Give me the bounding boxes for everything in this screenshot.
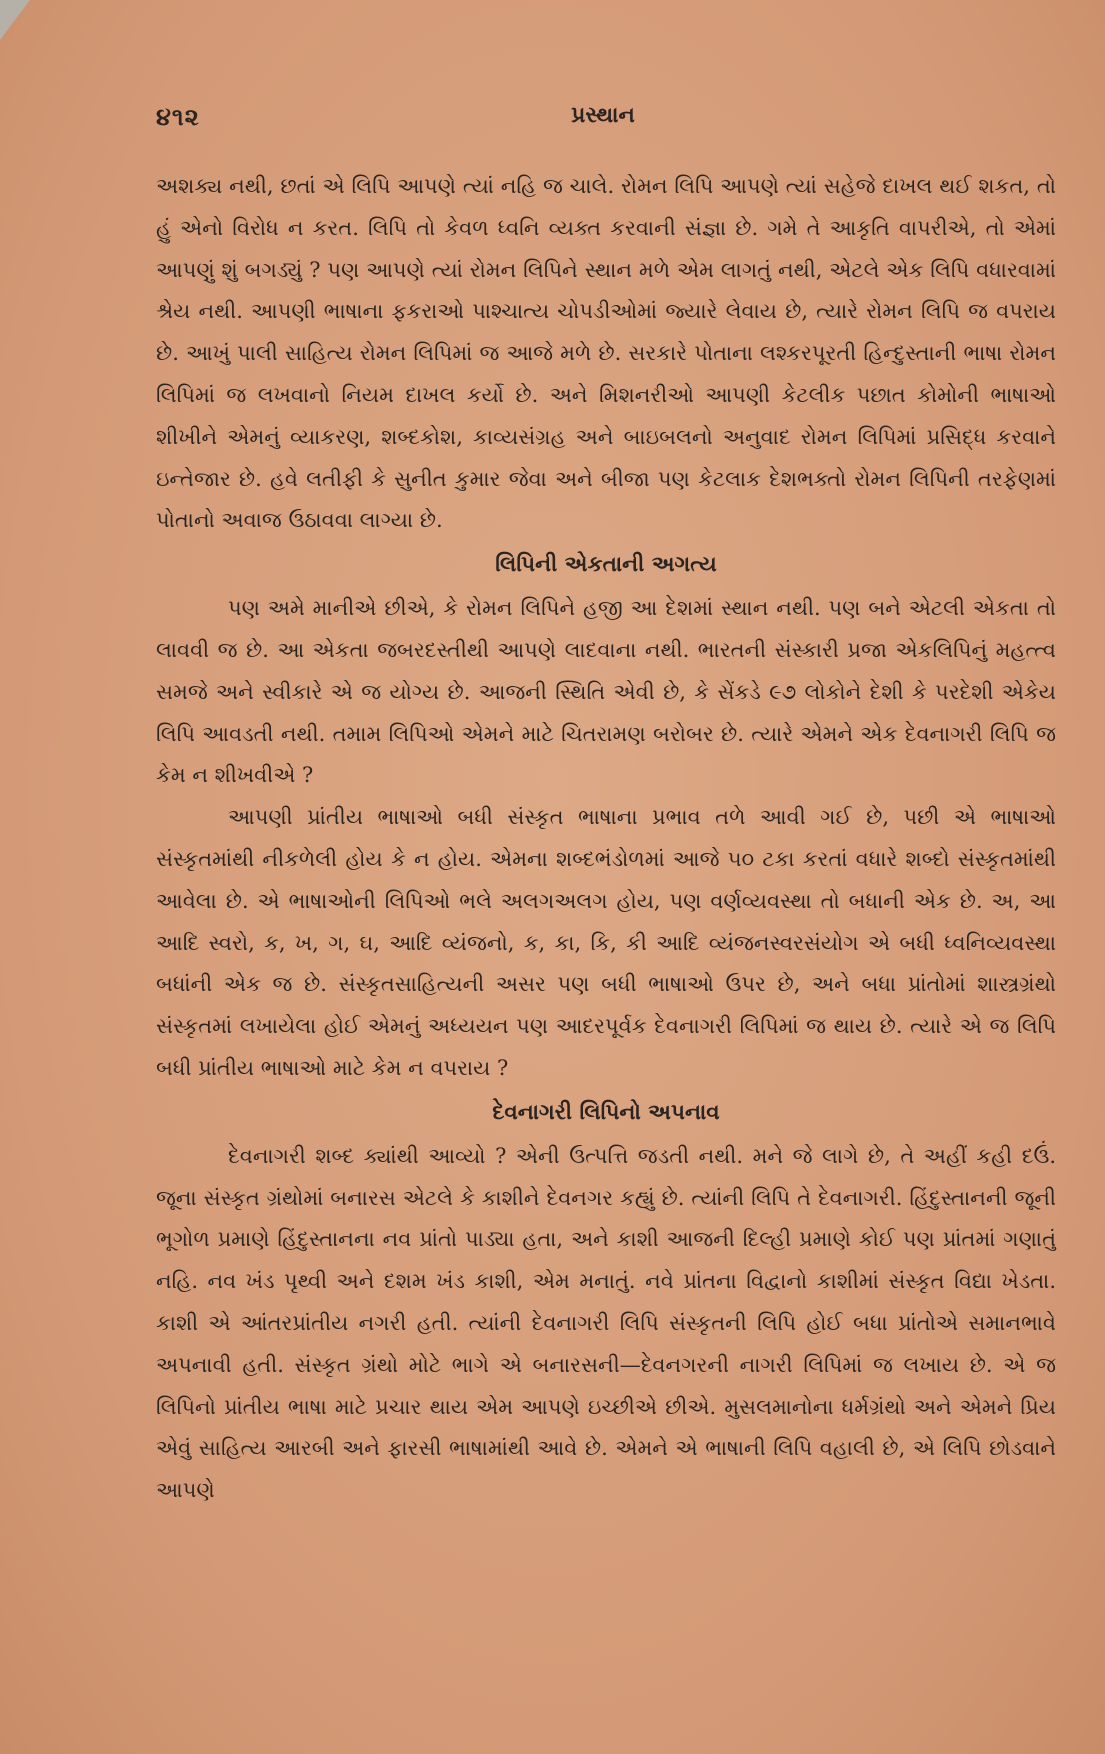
section-heading-2: દેવનાગરી લિપિનો અપનાવ xyxy=(492,1099,720,1125)
paragraph-3: આપણી પ્રાંતીય ભાષાઓ બધી સંસ્કૃત ભાષાના પ્રભાવ તળે આવી ગઈ છે, પછી એ ભાષાઓ સંસ્કૃતમાંથી નીકળેલી હોય કે ન હોય. એમના શબ્દભંડોળમાં આજે ૫૦ ટકા કરતાં વધારે શબ્દો સંસ્કૃતમાંથી આવેલા છે. એ ભાષાઓની લિપિઓ ભલે અલગઅલગ હોય, પણ વર્ણવ્યવસ્થા તો બધાની એક છે. અ, આ આદિ સ્વરો, ક, ખ, ગ, ઘ, આદિ વ્યંજનો, ક, કા, કિ, કી આદિ વ્યંજનસ્વરસંયોગ એ બધી ધ્વનિવ્યવસ્થા બધાંની એક જ છે. સંસ્કૃતસાહિત્યની અસર પણ બધી ભાષાઓ ઉપર છે, અને બધા પ્રાંતોમાં શાસ્ત્રગ્રંથો સંસ્કૃતમાં લખાયેલા હોઈ એમનું અધ્યયન પણ આદરપૂર્વક દેવનાગરી લિપિમાં જ થાય છે. ત્યારે એ જ લિપિ બધી પ્રાંતીય ભાષાઓ માટે કેમ ન વપરાય ? xyxy=(156,805,1056,1080)
page-body xyxy=(156,166,1056,1512)
paragraph-1: અશક્ય નથી, છતાં એ લિપિ આપણે ત્યાં નહિ જ ચાલે. રોમન લિપિ આપણે ત્યાં સહેજે દાખલ થઈ શકત, તો હું એનો વિરોધ ન કરત. લિપિ તો કેવળ ધ્વનિ વ્યક્ત કરવાની સંજ્ઞા છે. ગમે તે આકૃતિ વાપરીએ, તો એમાં આપણું શું બગડ્યું ? પણ આપણે ત્યાં રોમન લિપિને સ્થાન મળે એમ લાગતું નથી, એટલે એક લિપિ વધારવામાં શ્રેય નથી. આપણી ભાષાના ફકરાઓ પાશ્ચાત્ય ચોપડીઓમાં જ્યારે લેવાય છે, ત્યારે રોમન લિપિ જ વપરાય છે. આખું પાલી સાહિત્ય રોમન લિપિમાં જ આજે મળે છે. સરકારે પોતાના લશ્કરપૂરતી હિન્દુસ્તાની ભાષા રોમન લિપિમાં જ લખવાનો નિયમ દાખલ કર્યો છે. અને મિશનરીઓ આપણી કેટલીક પછાત કોમોની ભાષાઓ શીખીને એમનું વ્યાકરણ, શબ્દકોશ, કાવ્યસંગ્રહ અને બાઇબલનો અનુવાદ રોમન લિપિમાં પ્રસિદ્ધ કરવાને ઇન્તેજાર છે. હવે લતીફી કે સુનીત કુમાર જેવા અને બીજા પણ કેટલાક દેશભક્તો રોમન લિપિની તરફેણમાં પોતાનો અવાજ ઉઠાવવા લાગ્યા છે. xyxy=(156,174,1056,533)
running-head: પ્રસ્થાન xyxy=(571,102,635,128)
section-heading-1: લિપિની એકતાની અગત્ય xyxy=(495,552,717,578)
paragraph-4: દેવનાગરી શબ્દ ક્યાંથી આવ્યો ? એની ઉત્પત્તિ જડતી નથી. મને જે લાગે છે, તે અહીં કહી દઉં. જૂના સંસ્કૃત ગ્રંથોમાં બનારસ એટલે કે કાશીને દેવનગર કહ્યું છે. ત્યાંની લિપિ તે દેવનાગરી. હિંદુસ્તાનની જૂની ભૂગોળ પ્રમાણે હિંદુસ્તાનના નવ પ્રાંતો પાડ્યા હતા, અને કાશી આજની દિલ્હી પ્રમાણે કોઈ પણ પ્રાંતમાં ગણાતું નહિ. નવ ખંડ પૃથ્વી અને દશમ ખંડ કાશી, એમ મનાતું. નવે પ્રાંતના વિદ્વાનો કાશીમાં સંસ્કૃત વિદ્યા ખેડતા. કાશી એ આંતરપ્રાંતીય નગરી હતી. ત્યાંની દેવનાગરી લિપિ સંસ્કૃતની લિપિ હોઈ બધા પ્રાંતોએ સમાનભાવે અપનાવી હતી. સંસ્કૃત ગ્રંથો મોટે ભાગે એ બનારસની—દેવનગરની નાગરી લિપિમાં જ લખાય છે. એ જ લિપિનો પ્રાંતીય ભાષા માટે પ્રચાર થાય એમ આપણે ઇચ્છીએ છીએ. મુસલમાનોના ધર્મગ્રંથો અને એમને પ્રિય એવું સાહિત્ય આરબી અને ફારસી ભાષામાંથી આવે છે. એમને એ ભાષાની લિપિ વહાલી છે, એ લિપિ છોડવાને આપણે xyxy=(156,1143,1056,1503)
page-header xyxy=(150,96,1056,136)
page-number: ૪૧૨ xyxy=(156,102,200,131)
paragraph-2: પણ અમે માનીએ છીએ, કે રોમન લિપિને હજી આ દેશમાં સ્થાન નથી. પણ બને એટલી એકતા તો લાવવી જ છે. આ એકતા જબરદસ્તીથી આપણે લાદવાના નથી. ભારતની સંસ્કારી પ્રજા એકલિપિનું મહત્ત્વ સમજે અને સ્વીકારે એ જ યોગ્ય છે. આજની સ્થિતિ એવી છે, કે સેંકડે ૯૭ લોકોને દેશી કે પરદેશી એકેય લિપિ આવડતી નથી. તમામ લિપિઓ એમને માટે ચિતરામણ બરોબર છે. ત્યારે એમને એક દેવનાગરી લિપિ જ કેમ ન શીખવીએ ? xyxy=(156,596,1056,788)
